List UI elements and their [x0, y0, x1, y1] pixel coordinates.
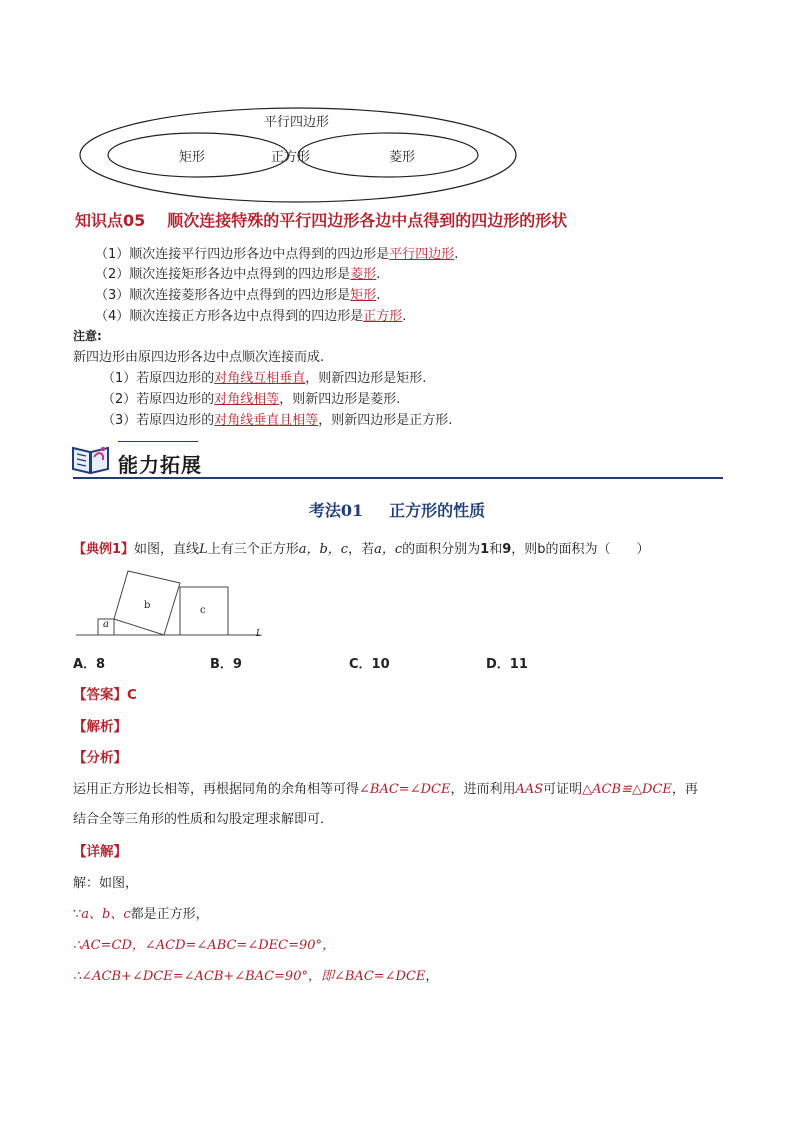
knowledge-item: （2）顺次连接矩形各边中点得到的四边形是菱形. — [95, 267, 381, 282]
right-ellipse — [298, 133, 478, 177]
solution-line-4: ∴∠ACB+∠DCE=∠ACB+∠BAC=90°，即∠BAC=∠DCE， — [73, 969, 439, 984]
knowledge-heading — [75, 208, 567, 231]
analysis-line-2: 结合全等三角形的性质和勾股定理求解即可． — [73, 812, 334, 827]
section-title: 考法01 正方形的性质 — [308, 501, 486, 520]
knowledge-num: 知识点05 — [75, 211, 146, 230]
venn-outer-label: 平行四边形 — [264, 115, 330, 130]
analysis-label: 【解析】 — [73, 719, 127, 735]
note-label: 注意: — [73, 329, 102, 343]
choice-b: B．9 — [210, 657, 242, 672]
label-c: c — [200, 605, 206, 616]
banner-title: 能力拓展 — [118, 453, 202, 477]
note-intro: 新四边形由原四边形各边中点顺次连接而成. — [73, 350, 325, 365]
banner-rule — [73, 477, 723, 479]
example-tag: 【典例1】 — [73, 542, 135, 557]
note-item: （1）若原四边形的对角线互相垂直，则新四边形是矩形. — [102, 371, 427, 386]
solution-line-2: ∵a、b、c都是正方形， — [73, 907, 209, 922]
fenxi-label: 【分析】 — [73, 750, 127, 766]
example-question: 【典例1】如图，直线L上有三个正方形a，b，c，若a，c的面积分别为1和9，则b的面积为（ ） — [73, 542, 650, 557]
solution-line-3: ∴AC=CD，∠ACD=∠ABC=∠DEC=90°， — [73, 938, 336, 953]
venn-right-label: 菱形 — [389, 150, 416, 165]
knowledge-item: （4）顺次连接正方形各边中点得到的四边形是正方形. — [95, 309, 407, 324]
book-icon — [70, 440, 114, 480]
analysis-line-1: 运用正方形边长相等，再根据同角的余角相等可得∠BAC=∠DCE，进而利用AAS可证明△ACB≌△DCE，再 — [73, 782, 698, 797]
choice-a: A．8 — [73, 657, 106, 672]
squares-figure — [76, 565, 276, 651]
solution-line-1: 解：如图， — [73, 876, 139, 891]
knowledge-item: （3）顺次连接菱形各边中点得到的四边形是矩形. — [95, 288, 381, 303]
banner-top-rule — [118, 441, 198, 442]
venn-left-label: 矩形 — [179, 150, 206, 165]
choice-c: C．10 — [349, 657, 390, 672]
venn-center-label: 正方形 — [271, 150, 311, 165]
note-item: （3）若原四边形的对角线垂直且相等，则新四边形是正方形. — [102, 413, 453, 428]
label-L: L — [256, 629, 262, 639]
venn-diagram — [78, 105, 518, 209]
knowledge-title: 顺次连接特殊的平行四边形各边中点得到的四边形的形状 — [167, 211, 568, 230]
label-a: a — [103, 619, 109, 630]
answer-line: 【答案】C — [73, 687, 137, 703]
detail-label: 【详解】 — [73, 844, 127, 860]
label-b: b — [144, 600, 151, 611]
knowledge-item: （1）顺次连接平行四边形各边中点得到的四边形是平行四边形. — [95, 247, 459, 262]
choice-d: D．11 — [486, 657, 528, 672]
note-item: （2）若原四边形的对角线相等，则新四边形是菱形. — [102, 392, 401, 407]
